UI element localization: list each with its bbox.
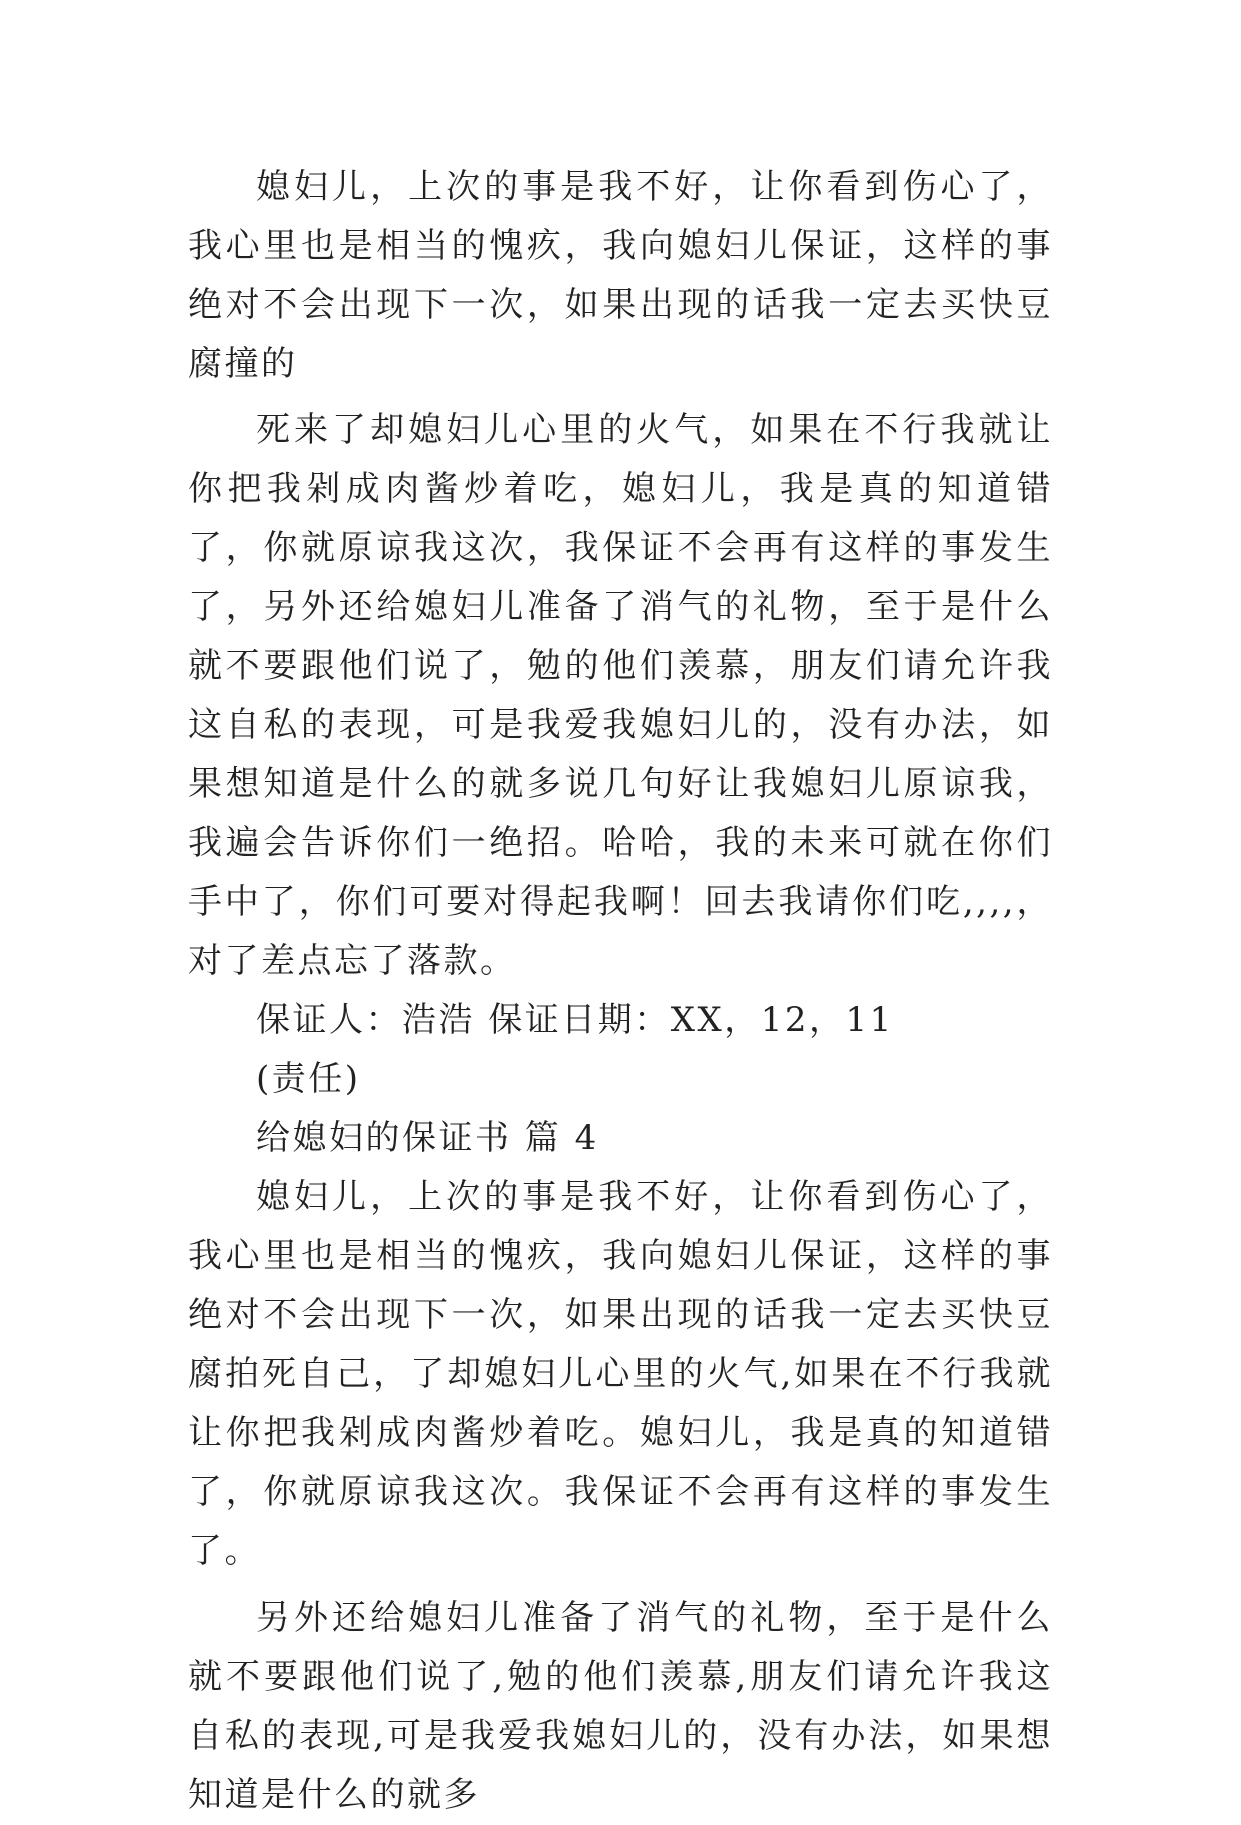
paragraph-apology-1: 媳妇儿，上次的事是我不好，让你看到伤心了，我心里也是相当的愧疚，我向媳妇儿保证，这样的事绝对不会出现下一次，如果出现的话我一定去买快豆腐撞的 xyxy=(188,167,1053,384)
paragraph-apology-2: 死来了却媳妇儿心里的火气，如果在不行我就让你把我剁成肉酱炒着吃，媳妇儿，我是真的知道错了，你就原谅我这次，我保证不会再有这样的事发生了，另外还给媳妇儿准备了消气的礼物，至于是什么就不要跟他们说了，勉的他们羡慕，朋友们请允许我这自私的表现，可是我爱我媳妇儿的，没有办法，如果想知道是什么的就多说几句好让我媳妇儿原谅我，我遍会告诉你们一绝招。哈哈，我的未来可就在你们手中了，你们可要对得起我啊！回去我请你们吃,,,,，对了差点忘了落款。 xyxy=(188,410,1053,981)
section-heading: 给媳妇的保证书 篇 4 xyxy=(256,1118,599,1158)
paragraph-apology-4: 另外还给媳妇儿准备了消气的礼物，至于是什么就不要跟他们说了,勉的他们羡慕,朋友们请允许我这自私的表现,可是我爱我媳妇儿的，没有办法，如果想知道是什么的就多 xyxy=(188,1598,1053,1815)
signature-line: 保证人：浩浩 保证日期：XX，12，11 xyxy=(256,1000,894,1040)
paragraph-apology-3: 媳妇儿，上次的事是我不好，让你看到伤心了，我心里也是相当的愧疚，我向媳妇儿保证，这样的事绝对不会出现下一次，如果出现的话我一定去买快豆腐拍死自己，了却媳妇儿心里的火气,如果在不行我就让你把我剁成肉酱炒着吃。媳妇儿，我是真的知道错了，你就原谅我这次。我保证不会再有这样的事发生了。 xyxy=(188,1177,1053,1571)
responsibility-note: (责任) xyxy=(256,1059,361,1099)
document-body xyxy=(188,158,1053,1825)
